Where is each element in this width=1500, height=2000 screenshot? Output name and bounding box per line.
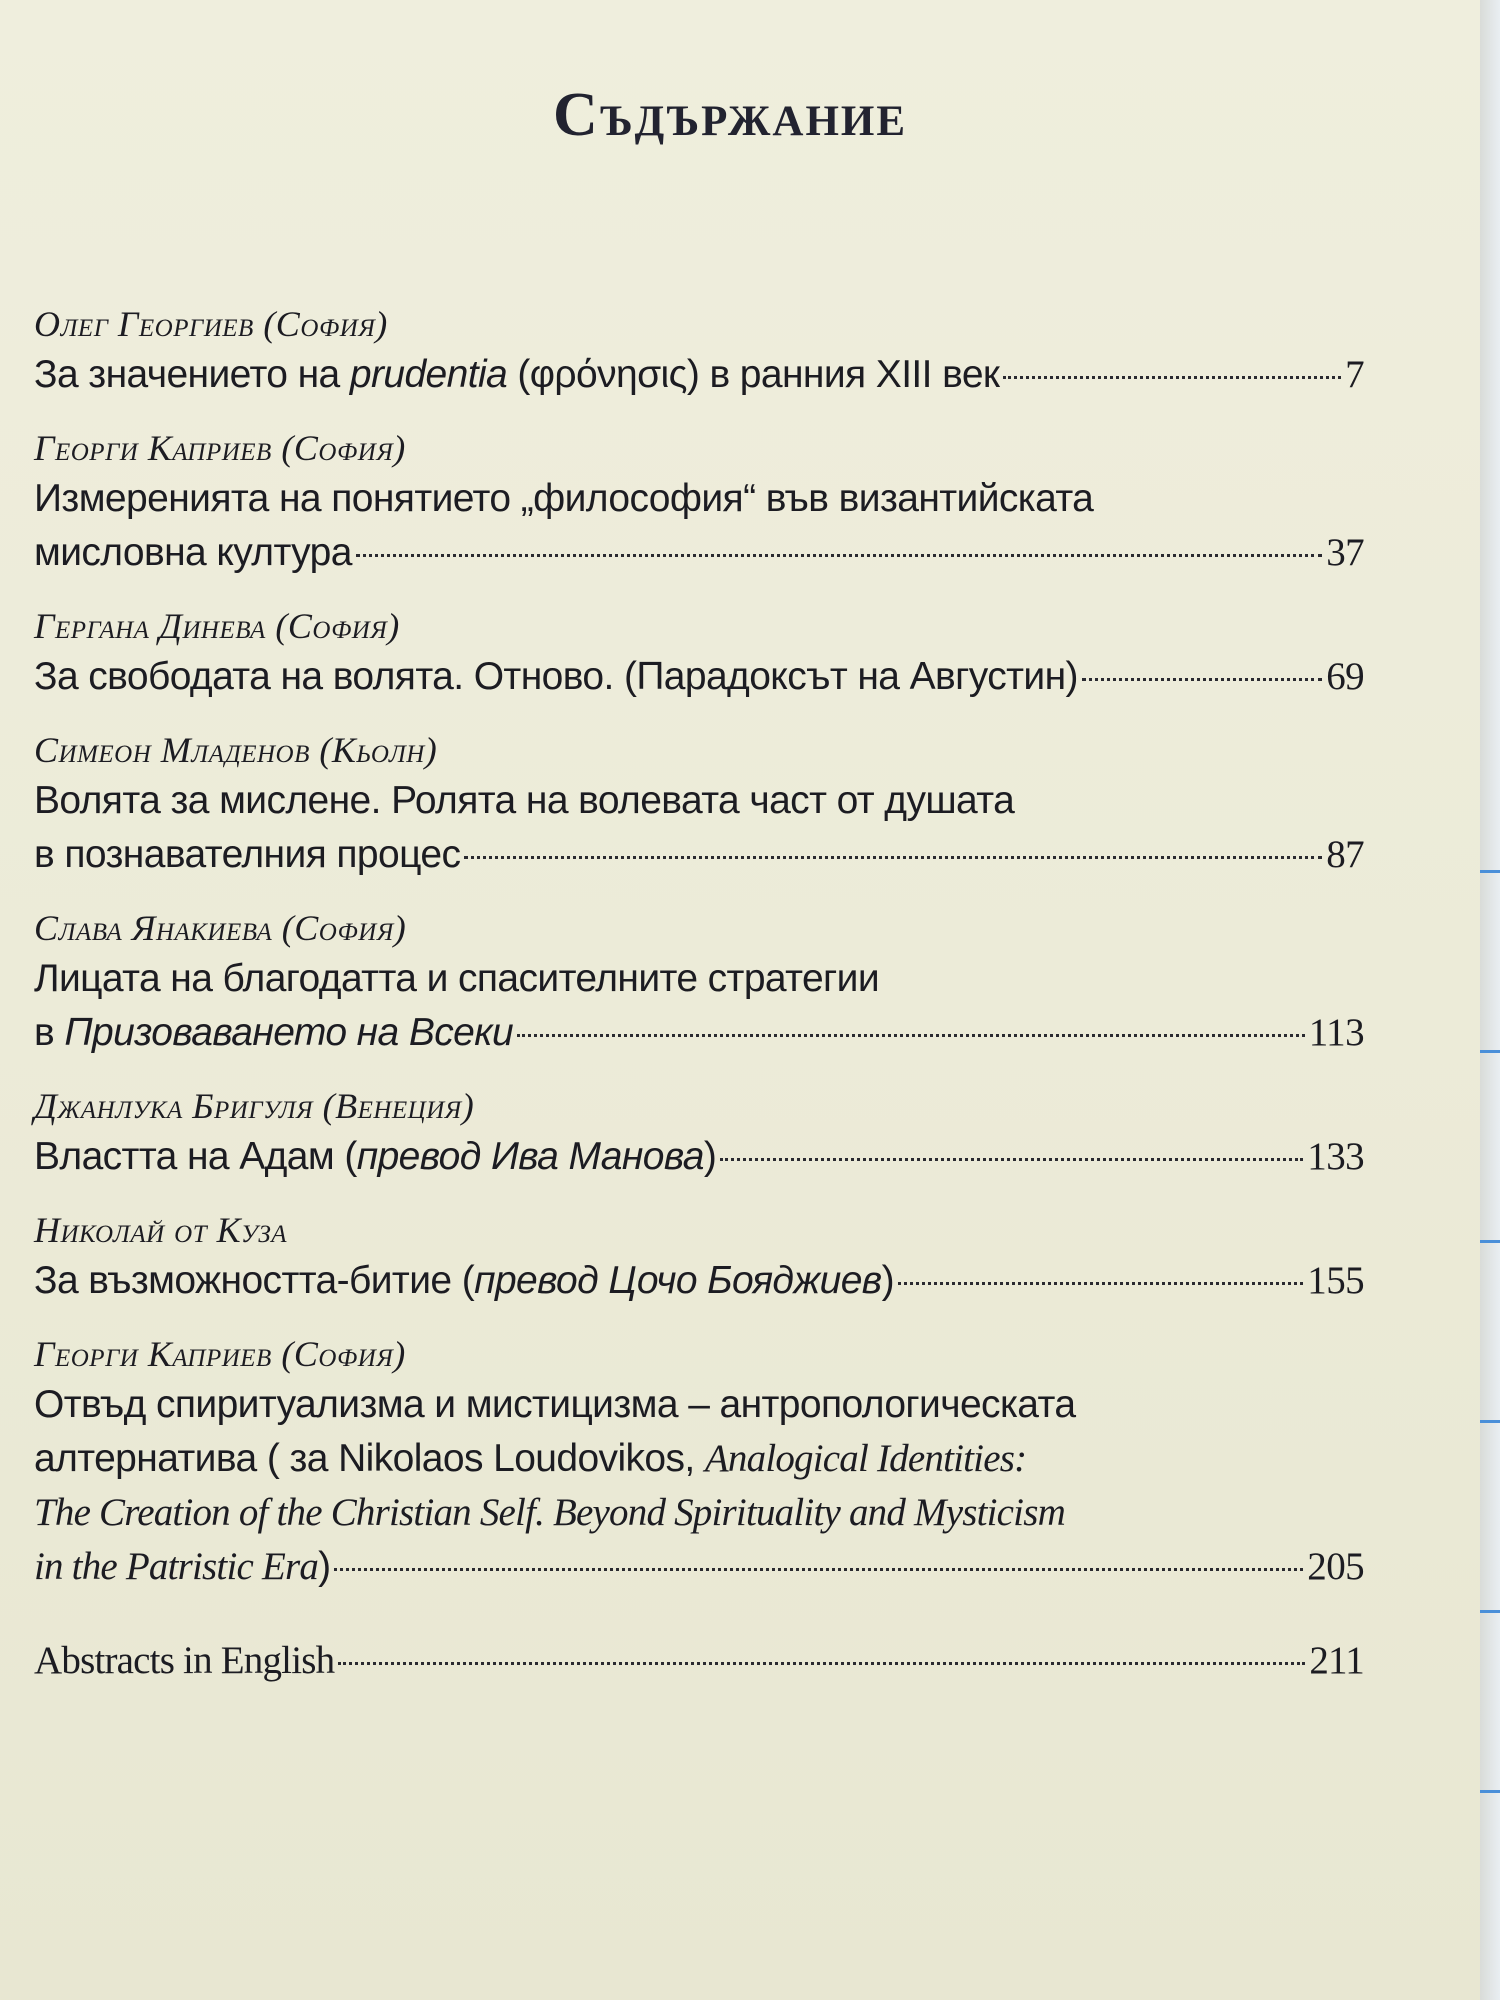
entry-title-line[interactable]: За възможността-битие (превод Цочо Бояджиев) 155 <box>34 1254 1364 1308</box>
entry-title-line[interactable]: Измеренията на понятието „философия“ във византийската <box>34 477 1094 520</box>
page-number: 113 <box>1308 1011 1364 1054</box>
entry-author: Николай от Куза <box>34 1210 288 1250</box>
dot-leader <box>464 856 1322 859</box>
entry-title-line[interactable]: алтернатива ( за Nikolaos Loudovikos, Analogical Identities: <box>34 1437 1027 1480</box>
entry-author: Джанлука Бригуля (Венеция) <box>34 1086 475 1126</box>
toc-entry <box>34 1330 1364 1594</box>
entry-title-line[interactable]: in the Patristic Era) 205 <box>34 1540 1364 1594</box>
entry-title-line[interactable]: За свободата на волята. Отново. (Парадоксът на Августин) 69 <box>34 650 1364 704</box>
toc-entry <box>34 602 1364 704</box>
toc-entry <box>34 424 1364 580</box>
entry-title-line[interactable]: За значението на prudentia (φρόνησις) в ранния XIII век 7 <box>34 348 1364 402</box>
entry-title-line[interactable]: мисловна култура 37 <box>34 526 1364 580</box>
dot-leader <box>517 1034 1305 1037</box>
page-number: 7 <box>1345 353 1364 396</box>
entry-title-line[interactable]: The Creation of the Christian Self. Beyond Spirituality and Mysticism <box>34 1491 1065 1534</box>
entry-author: Георги Каприев (София) <box>34 1334 406 1374</box>
page-title: Съдържание <box>552 81 908 149</box>
toc-entry <box>34 904 1364 1060</box>
toc-entry <box>34 1082 1364 1184</box>
dot-leader <box>1003 376 1341 379</box>
dot-leader <box>720 1158 1303 1161</box>
toc-entry <box>34 1206 1364 1308</box>
toc-entry <box>34 300 1364 402</box>
entry-title-line[interactable]: в Призоваването на Всеки 113 <box>34 1006 1364 1060</box>
dot-leader <box>1082 678 1322 681</box>
page-number: 87 <box>1326 833 1364 876</box>
page-number: 205 <box>1307 1545 1364 1588</box>
entry-title-line[interactable]: в познавателния процес 87 <box>34 828 1364 882</box>
dot-leader <box>334 1568 1303 1571</box>
entry-title-line[interactable]: Волята за мислене. Ролята на волевата част от душата <box>34 779 1015 822</box>
table-of-contents <box>34 300 1364 1710</box>
toc-entry-abstracts <box>34 1634 1364 1688</box>
page-number: 69 <box>1326 655 1364 698</box>
page-number: 211 <box>1309 1639 1364 1682</box>
entry-author: Симеон Младенов (Кьолн) <box>34 730 438 770</box>
dot-leader <box>898 1282 1303 1285</box>
entry-author: Георги Каприев (София) <box>34 428 406 468</box>
dot-leader <box>338 1662 1305 1665</box>
entry-title-line[interactable]: Лицата на благодатта и спасителните стратегии <box>34 957 880 1000</box>
page-number: 155 <box>1307 1259 1364 1302</box>
entry-author: Олег Георгиев (София) <box>34 304 388 344</box>
page-number: 37 <box>1326 531 1364 574</box>
page-number: 133 <box>1307 1135 1364 1178</box>
entry-title-line[interactable]: Отвъд спиритуализма и мистицизма – антропологическата <box>34 1383 1076 1426</box>
dot-leader <box>356 554 1322 557</box>
abstracts-line[interactable]: Abstracts in English 211 <box>34 1634 1364 1688</box>
entry-author: Гергана Динева (София) <box>34 606 400 646</box>
notebook-edge <box>1480 0 1500 2000</box>
toc-entry <box>34 726 1364 882</box>
entry-author: Слава Янакиева (София) <box>34 908 407 948</box>
entry-title-line[interactable]: Властта на Адам (превод Ива Манова) 133 <box>34 1130 1364 1184</box>
